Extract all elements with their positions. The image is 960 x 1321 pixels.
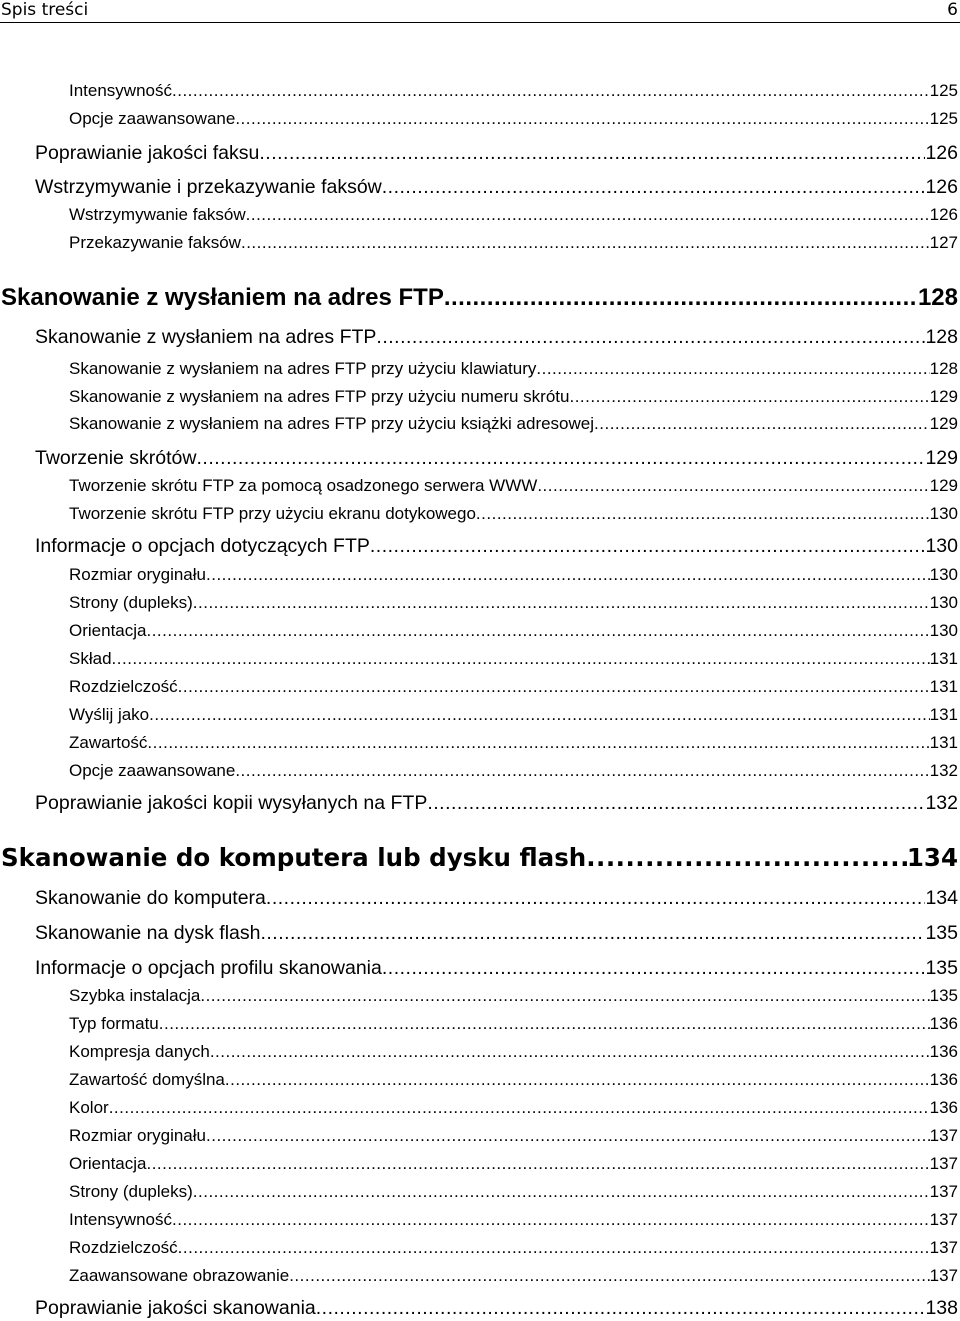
toc-dot-leader: [193, 1181, 930, 1203]
toc-entry[interactable]: [35, 140, 958, 166]
toc-entry[interactable]: [69, 732, 958, 754]
toc-entry-label: Opcje zaawansowane: [69, 109, 236, 128]
toc-entry-page-number: 132: [929, 761, 958, 780]
toc-dot-leader: [178, 676, 930, 698]
toc-entry-label: Strony (dupleks): [69, 593, 193, 612]
toc-entry-label: Poprawianie jakości kopii wysyłanych na FTP: [35, 792, 428, 814]
toc-entry[interactable]: [69, 204, 958, 226]
toc-entry-label: Kolor: [69, 1098, 109, 1117]
toc-entry-page-number: 136: [929, 1070, 958, 1089]
toc-entry-label: Tworzenie skrótów: [35, 447, 197, 469]
toc-entry[interactable]: [35, 324, 958, 350]
toc-entry-label: Skanowanie z wysłaniem na adres FTP przy użyciu numeru skrótu: [69, 387, 570, 406]
toc-dot-leader: [149, 704, 929, 726]
toc-entry[interactable]: [35, 533, 958, 559]
toc-entry[interactable]: [69, 676, 958, 698]
toc-entry[interactable]: [69, 1069, 958, 1091]
toc-entry-label: Rozdzielczość: [69, 1238, 178, 1257]
toc-entry-page-number: 130: [929, 593, 958, 612]
toc-entry[interactable]: [69, 564, 958, 586]
toc-entry-page-number: 135: [929, 986, 958, 1005]
toc-dot-leader: [147, 732, 929, 754]
toc-entry-page-number: 130: [929, 621, 958, 640]
toc-entry-label: Poprawianie jakości skanowania: [35, 1297, 316, 1319]
toc-dot-leader: [235, 760, 929, 782]
toc-entry-label: Intensywność: [69, 1210, 172, 1229]
toc-entry-label: Tworzenie skrótu FTP za pomocą osadzonego serwera WWW: [69, 476, 538, 495]
toc-entry-label: Szybka instalacja: [69, 986, 201, 1005]
toc-entry-page-number: 134: [906, 843, 958, 872]
toc-entry-page-number: 130: [929, 565, 958, 584]
toc-entry-label: Zawartość: [69, 733, 148, 752]
toc-entry-page-number: 138: [925, 1297, 958, 1319]
toc-entry-page-number: 125: [929, 109, 958, 128]
toc-entry-label: Skanowanie do komputera: [35, 887, 266, 909]
toc-entry-page-number: 131: [929, 649, 958, 668]
toc-entry-label: Przekazywanie faksów: [69, 233, 241, 252]
toc-entry-label: Rozdzielczość: [69, 677, 178, 696]
toc-dot-leader: [172, 80, 930, 102]
toc-entry-page-number: 128: [925, 326, 958, 348]
toc-dot-leader: [444, 283, 918, 313]
toc-entry[interactable]: [69, 760, 958, 782]
toc-dot-leader: [289, 1265, 929, 1287]
header-divider: [0, 22, 960, 23]
toc-dot-leader: [382, 174, 926, 200]
toc-entry[interactable]: [69, 108, 958, 130]
toc-entry-label: Zaawansowane obrazowanie: [69, 1266, 290, 1285]
toc-entry[interactable]: [69, 704, 958, 726]
toc-dot-leader: [172, 1209, 930, 1231]
toc-entry-page-number: 129: [929, 476, 958, 495]
toc-dot-leader: [370, 533, 926, 559]
toc-entry[interactable]: [69, 1265, 958, 1287]
toc-entry[interactable]: [69, 1041, 958, 1063]
toc-entry-label: Wstrzymywanie faksów: [69, 205, 246, 224]
toc-entry-label: Orientacja: [69, 621, 147, 640]
toc-entry-page-number: 135: [925, 957, 958, 979]
toc-entry-label: Tworzenie skrótu FTP przy użyciu ekranu dotykowego: [69, 504, 476, 523]
toc-entry-label: Intensywność: [69, 81, 172, 100]
toc-entry-page-number: 130: [925, 535, 958, 557]
toc-entry[interactable]: [69, 386, 958, 408]
toc-entry-page-number: 131: [929, 705, 958, 724]
toc-entry-label: Poprawianie jakości faksu: [35, 142, 260, 164]
toc-entry-page-number: 130: [929, 504, 958, 523]
toc-entry[interactable]: [69, 1181, 958, 1203]
toc-dot-leader: [193, 592, 930, 614]
toc-entry-page-number: 127: [929, 233, 958, 252]
toc-dot-leader: [536, 358, 929, 380]
toc-entry[interactable]: [69, 1125, 958, 1147]
toc-entry[interactable]: [69, 358, 958, 380]
toc-dot-leader: [594, 413, 930, 435]
toc-dot-leader: [427, 790, 925, 816]
toc-entry[interactable]: [1, 283, 958, 313]
toc-entry-label: Skanowanie z wysłaniem na adres FTP: [1, 284, 444, 311]
toc-entry[interactable]: [69, 80, 958, 102]
toc-entry-page-number: 131: [929, 677, 958, 696]
toc-entry[interactable]: [69, 232, 958, 254]
toc-entry-page-number: 128: [917, 284, 958, 311]
toc-dot-leader: [266, 885, 926, 911]
toc-entry-page-number: 132: [925, 792, 958, 814]
toc-entry-label: Rozmiar oryginału: [69, 1126, 206, 1145]
toc-dot-leader: [159, 1013, 930, 1035]
toc-entry-page-number: 136: [929, 1098, 958, 1117]
toc-entry[interactable]: [69, 475, 958, 497]
toc-dot-leader: [260, 920, 925, 946]
toc-entry-page-number: 137: [929, 1126, 958, 1145]
toc-dot-leader: [376, 324, 925, 350]
toc-entry[interactable]: [35, 790, 958, 816]
toc-entry-page-number: 129: [925, 447, 958, 469]
toc-entry[interactable]: [35, 885, 958, 911]
toc-entry[interactable]: [35, 1295, 958, 1321]
toc-entry[interactable]: [35, 955, 958, 981]
toc-entry[interactable]: [69, 985, 958, 1007]
toc-entry[interactable]: [69, 592, 958, 614]
toc-dot-leader: [241, 232, 930, 254]
toc-dot-leader: [316, 1295, 926, 1321]
toc-entry-page-number: 137: [929, 1210, 958, 1229]
toc-entry[interactable]: [69, 648, 958, 670]
toc-entry-label: Informacje o opcjach dotyczących FTP: [35, 535, 370, 557]
toc-entry-page-number: 126: [929, 205, 958, 224]
toc-entry-label: Orientacja: [69, 1154, 147, 1173]
toc-entry-label: Skanowanie do komputera lub dysku flash: [1, 843, 587, 872]
toc-entry-label: Zawartość domyślna: [69, 1070, 225, 1089]
toc-entry-page-number: 125: [929, 81, 958, 100]
toc-dot-leader: [210, 1041, 930, 1063]
toc-entry[interactable]: [69, 413, 958, 435]
toc-dot-leader: [196, 445, 925, 471]
toc-dot-leader: [146, 620, 929, 642]
toc-dot-leader: [259, 140, 925, 166]
toc-entry-page-number: 129: [929, 387, 958, 406]
toc-entry-label: Wyślij jako: [69, 705, 150, 724]
toc-dot-leader: [109, 1097, 930, 1119]
toc-dot-leader: [206, 1125, 930, 1147]
toc-entry-label: Skanowanie na dysk flash: [35, 922, 261, 944]
toc-entry-page-number: 137: [929, 1154, 958, 1173]
toc-entry-page-number: 137: [929, 1266, 958, 1285]
toc-entry-page-number: 136: [929, 1014, 958, 1033]
toc-dot-leader: [586, 842, 907, 874]
toc-dot-leader: [569, 386, 929, 408]
toc-dot-leader: [246, 204, 930, 226]
toc-entry-page-number: 135: [925, 922, 958, 944]
toc-dot-leader: [112, 648, 930, 670]
toc-dot-leader: [476, 503, 930, 525]
page-header: [0, 0, 960, 22]
toc-entry-page-number: 128: [929, 359, 958, 378]
toc-dot-leader: [146, 1153, 929, 1175]
toc-entry-label: Skanowanie z wysłaniem na adres FTP przy użyciu klawiatury: [69, 359, 537, 378]
toc-dot-leader: [206, 564, 930, 586]
toc-entry-page-number: 134: [925, 887, 958, 909]
toc-entry-label: Strony (dupleks): [69, 1182, 193, 1201]
toc-entry-label: Kompresja danych: [69, 1042, 210, 1061]
toc-entry-label: Skład: [69, 649, 112, 668]
toc-dot-leader: [178, 1237, 930, 1259]
toc-entry-page-number: 137: [929, 1238, 958, 1257]
toc-entry[interactable]: [35, 445, 958, 471]
toc-entry-label: Informacje o opcjach profilu skanowania: [35, 957, 382, 979]
toc-entry-label: Skanowanie z wysłaniem na adres FTP: [35, 326, 377, 348]
toc-entry[interactable]: [69, 503, 958, 525]
toc-dot-leader: [382, 955, 926, 981]
toc-entry-page-number: 129: [929, 414, 958, 433]
toc-entry[interactable]: [35, 174, 958, 200]
toc-entry-label: Typ formatu: [69, 1014, 159, 1033]
toc-entry-label: Skanowanie z wysłaniem na adres FTP przy użyciu książki adresowej: [69, 414, 595, 433]
toc-entry-label: Wstrzymywanie i przekazywanie faksów: [35, 176, 382, 198]
toc-entry[interactable]: [69, 1013, 958, 1035]
running-header-title: Spis treści: [1, 0, 89, 20]
toc-entry[interactable]: [69, 620, 958, 642]
toc-entry[interactable]: [69, 1237, 958, 1259]
toc-dot-leader: [200, 985, 929, 1007]
toc-entry[interactable]: [35, 920, 958, 946]
toc-entry[interactable]: [69, 1153, 958, 1175]
toc-entry-page-number: 131: [929, 733, 958, 752]
running-header-page-number: 6: [947, 0, 958, 20]
toc-entry-page-number: 126: [925, 142, 958, 164]
toc-entry[interactable]: [69, 1209, 958, 1231]
toc-dot-leader: [537, 475, 929, 497]
toc-entry-label: Rozmiar oryginału: [69, 565, 206, 584]
toc-entry-label: Opcje zaawansowane: [69, 761, 236, 780]
toc-entry[interactable]: [69, 1097, 958, 1119]
toc-entry[interactable]: [1, 842, 958, 874]
toc-dot-leader: [225, 1069, 930, 1091]
toc-entry-page-number: 126: [925, 176, 958, 198]
toc-entry-page-number: 137: [929, 1182, 958, 1201]
toc-entry-page-number: 136: [929, 1042, 958, 1061]
toc-dot-leader: [235, 108, 929, 130]
